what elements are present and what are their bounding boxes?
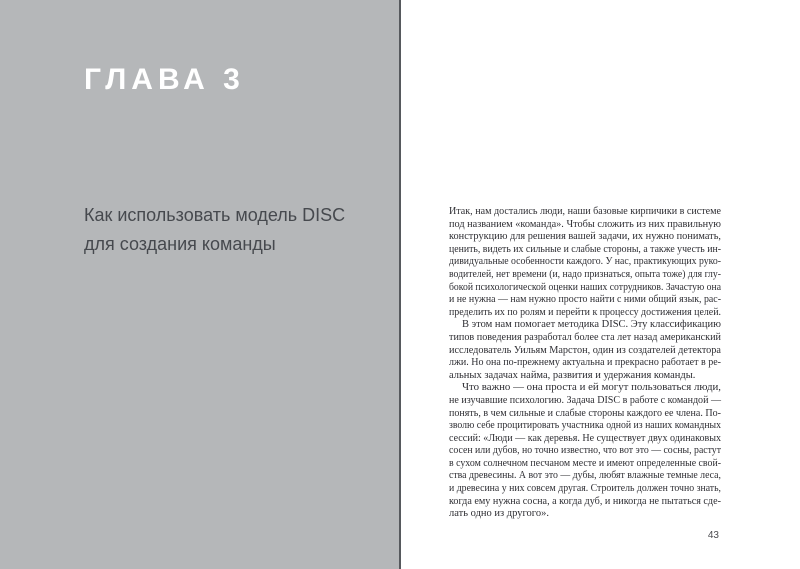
chapter-opener-page — [0, 0, 399, 569]
text-line: исследователь Уильям Марстон, один из создателей детектора — [449, 344, 721, 356]
text-line: и древесина у них совсем другая. Строитель должен точно знать, — [449, 483, 721, 495]
text-line: водителей, нет времени (и, надо признаться, опыта тоже) для глу- — [449, 268, 721, 280]
text-line: дивидуальные особенности каждого. У нас, практикующих руко- — [449, 256, 721, 268]
body-text — [449, 206, 721, 521]
text-line: конструкцию для решения вашей задачи, их нужно понимать, — [449, 231, 721, 243]
chapter-subtitle — [84, 201, 345, 259]
text-line: сосен или дубов, но точно известно, что вот это — сосны, растут — [449, 445, 721, 457]
text-line: типов поведения разработал более ста лет назад американский — [449, 331, 721, 343]
text-line: лжи. Но она по-прежнему актуальна и прекрасно работает в ре- — [449, 357, 721, 369]
text-line: под названием «команда». Чтобы сложить из них правильную — [449, 218, 721, 230]
paragraph — [449, 319, 721, 382]
text-line: зволю себе процитировать участника одной из наших командных — [449, 420, 721, 432]
text-line: Что важно — она проста и ей могут пользоваться люди, — [462, 382, 721, 394]
text-line: пределить их по ролям и перейти к процессу достижения целей. — [449, 306, 721, 318]
text-line: сессий: «Люди — как деревья. Не существует двух одинаковых — [449, 432, 721, 444]
text-line: и не нужна — нам нужно просто найти с ними общий язык, рас- — [449, 294, 721, 306]
page-number: 43 — [707, 530, 719, 541]
text-line: ценить, видеть их сильные и слабые стороны, а также учесть ин- — [449, 243, 721, 255]
chapter-subtitle-line-1: Как использовать модель DISC — [84, 205, 346, 225]
text-line: бокой психологической оценки наших сотрудников. Зачастую она — [449, 281, 721, 293]
chapter-subtitle-line-2: для создания команды — [84, 234, 276, 254]
chapter-title: ГЛАВА 3 — [84, 63, 245, 96]
text-line: В этом нам помогает методика DISC. Эту классификацию — [462, 319, 721, 331]
paragraph — [449, 206, 721, 319]
text-line: альных задачах найма, развития и удержания команды. — [449, 369, 696, 381]
text-line: не изучавшие психологию. Задача DISC в работе с командой — — [449, 394, 721, 406]
paragraph — [449, 382, 721, 521]
content-page — [401, 0, 800, 569]
text-line: понять, в чем сильные и слабые стороны каждого ее члена. По- — [449, 407, 721, 419]
text-line: в сухом солнечном песчаном месте и имеют определенные свой- — [449, 457, 721, 469]
text-line: когда ему нужна сосна, а когда дуб, и никогда не пытаться сде- — [449, 495, 721, 507]
text-line: ства древесины. А вот это — дубы, любят влажные темные леса, — [449, 470, 721, 482]
text-line: лать одно из другого». — [449, 508, 549, 520]
text-line: Итак, нам достались люди, наши базовые кирпичики в системе — [449, 206, 721, 217]
